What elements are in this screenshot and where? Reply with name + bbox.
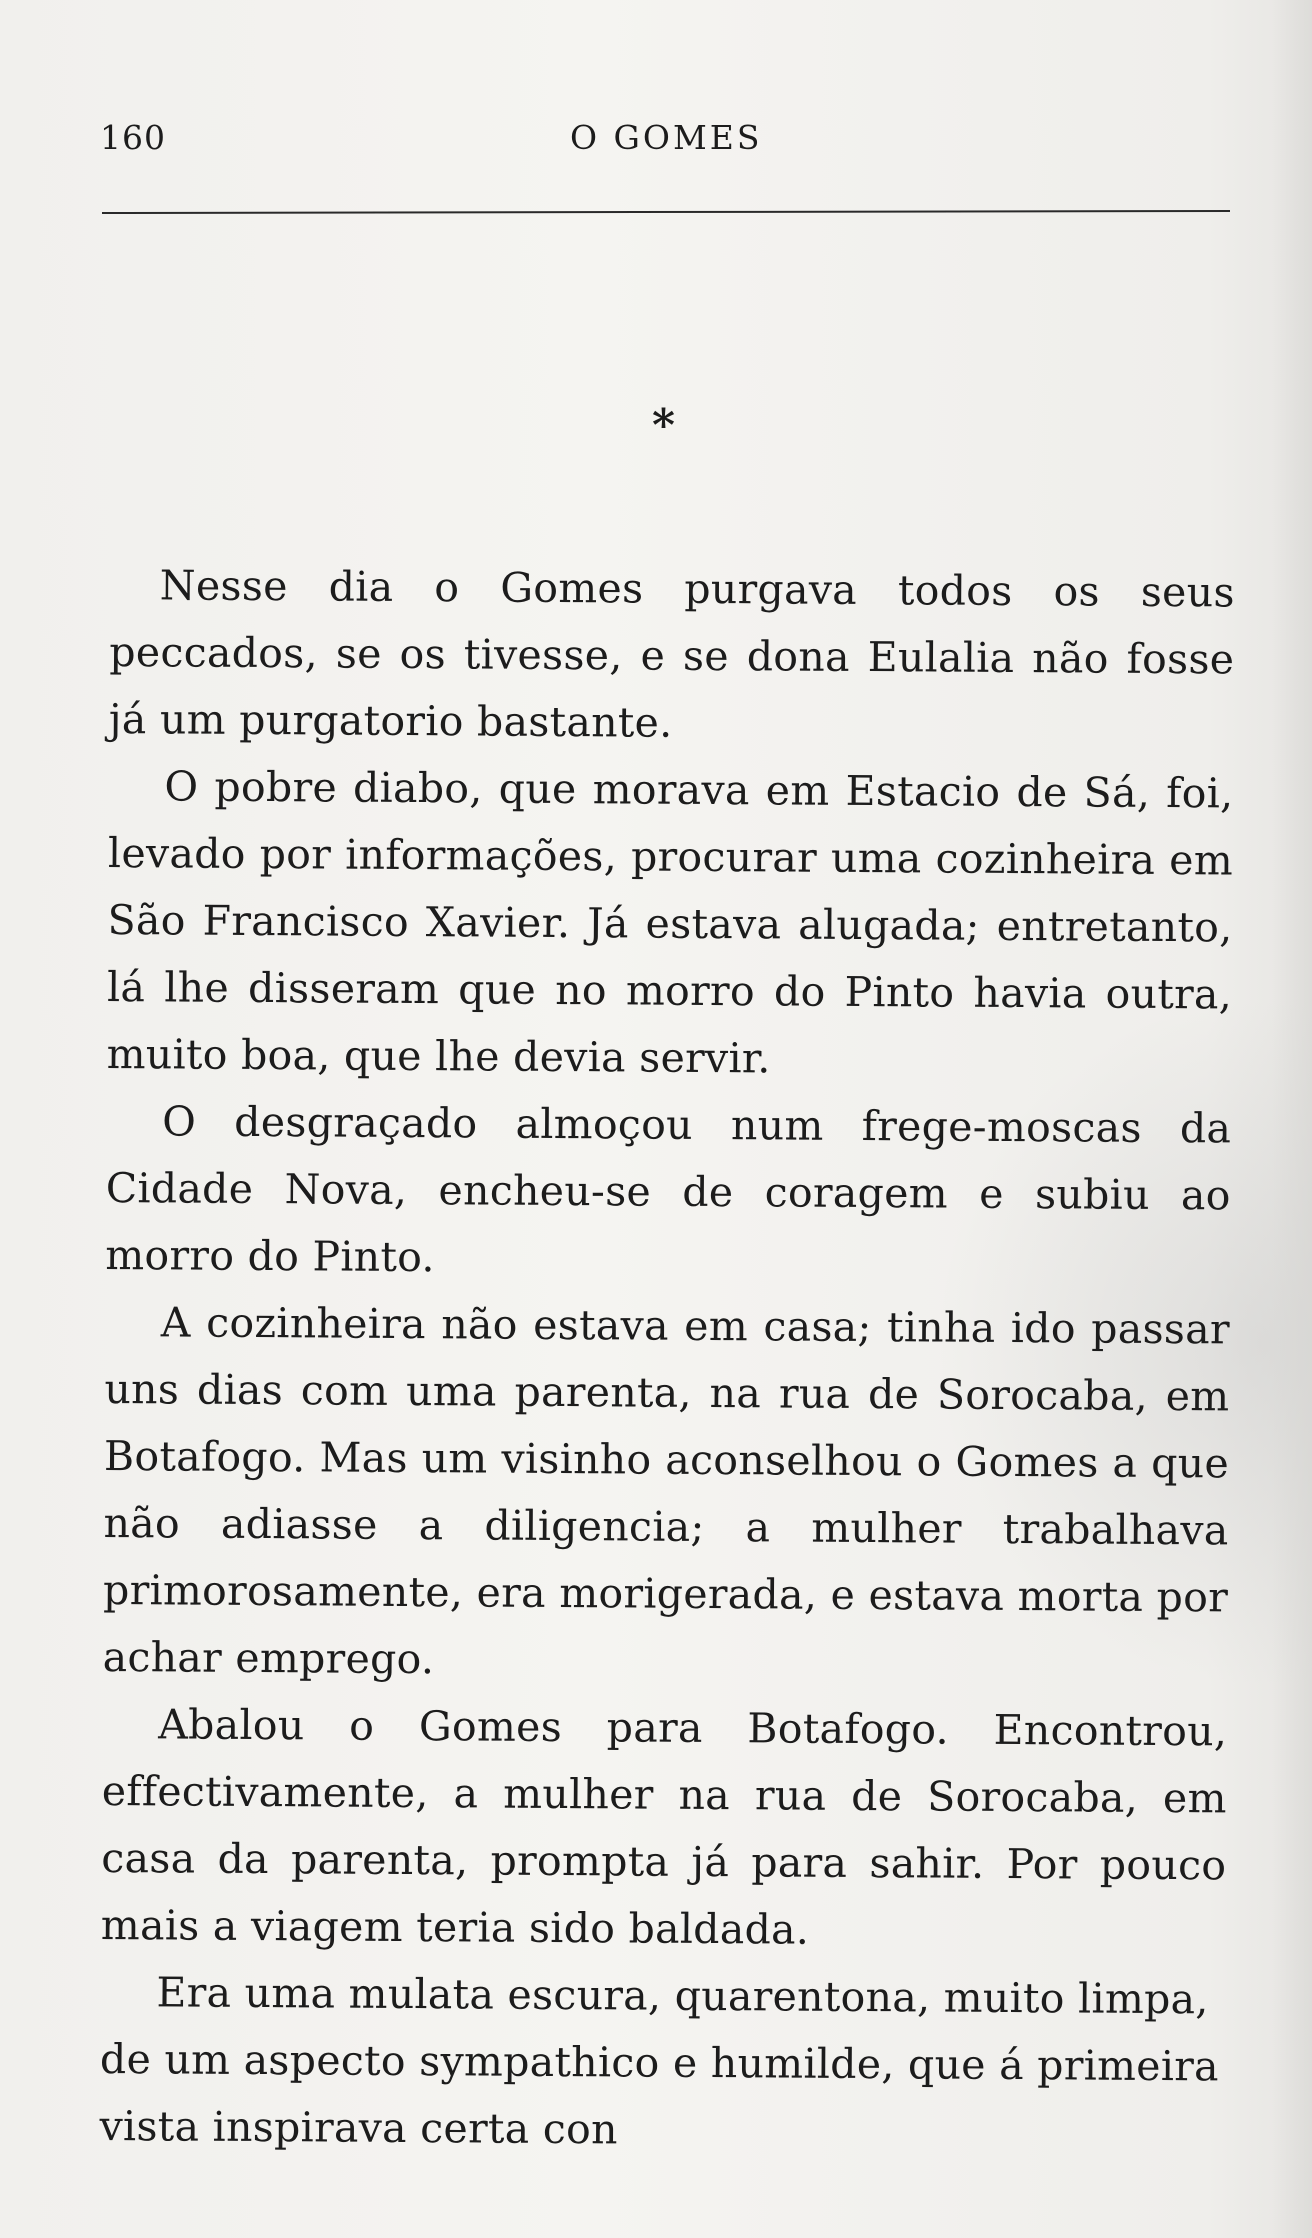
page-edge-shadow — [1272, 0, 1312, 2238]
paragraph: Nesse dia o Gomes purgava todos os seus peccados, se os tivesse, e se dona Eulalia não fosse já um purgatorio bastante. — [108, 561, 1235, 747]
section-asterisk: * — [652, 400, 676, 451]
body-text — [99, 552, 1235, 2167]
header-rule — [102, 210, 1230, 214]
page-number: 160 — [100, 118, 166, 157]
paragraph: O pobre diabo, que morava em Estacio de Sá, foi, levado por informações, procurar uma cozinheira em São Francisco Xavier. Já estava alugada; entretanto, lá lhe disseram que no morro do Pinto havia outra, muito boa, que lhe devia servir. — [106, 762, 1234, 1083]
page-header — [100, 118, 1230, 168]
paragraph: A cozinheira não estava em casa; tinha ido passar uns dias com uma parenta, na rua de Sorocaba, em Botafogo. Mas um visinho aconselhou o Gomes a que não adiasse a diligencia; a mulher trabalhava primorosamente, era morigerada, e estava morta por achar emprego. — [102, 1298, 1231, 1684]
running-title: O GOMES — [570, 118, 763, 157]
paragraph: Era uma mulata escura, quarentona, muito limpa, de um aspecto sympathico e humilde, que á primeira vista inspirava certa con — [99, 1968, 1220, 2154]
paragraph: O desgraçado almoçou num frege-moscas da Cidade Nova, encheu-se de coragem e subiu ao morro do Pinto. — [105, 1097, 1232, 1282]
paragraph: Abalou o Gomes para Botafogo. Encontrou, effectivamente, a mulher na rua de Sorocaba, em casa da parenta, prompta já para sahir. Por pouco mais a viagem teria sido baldada. — [100, 1700, 1228, 1954]
